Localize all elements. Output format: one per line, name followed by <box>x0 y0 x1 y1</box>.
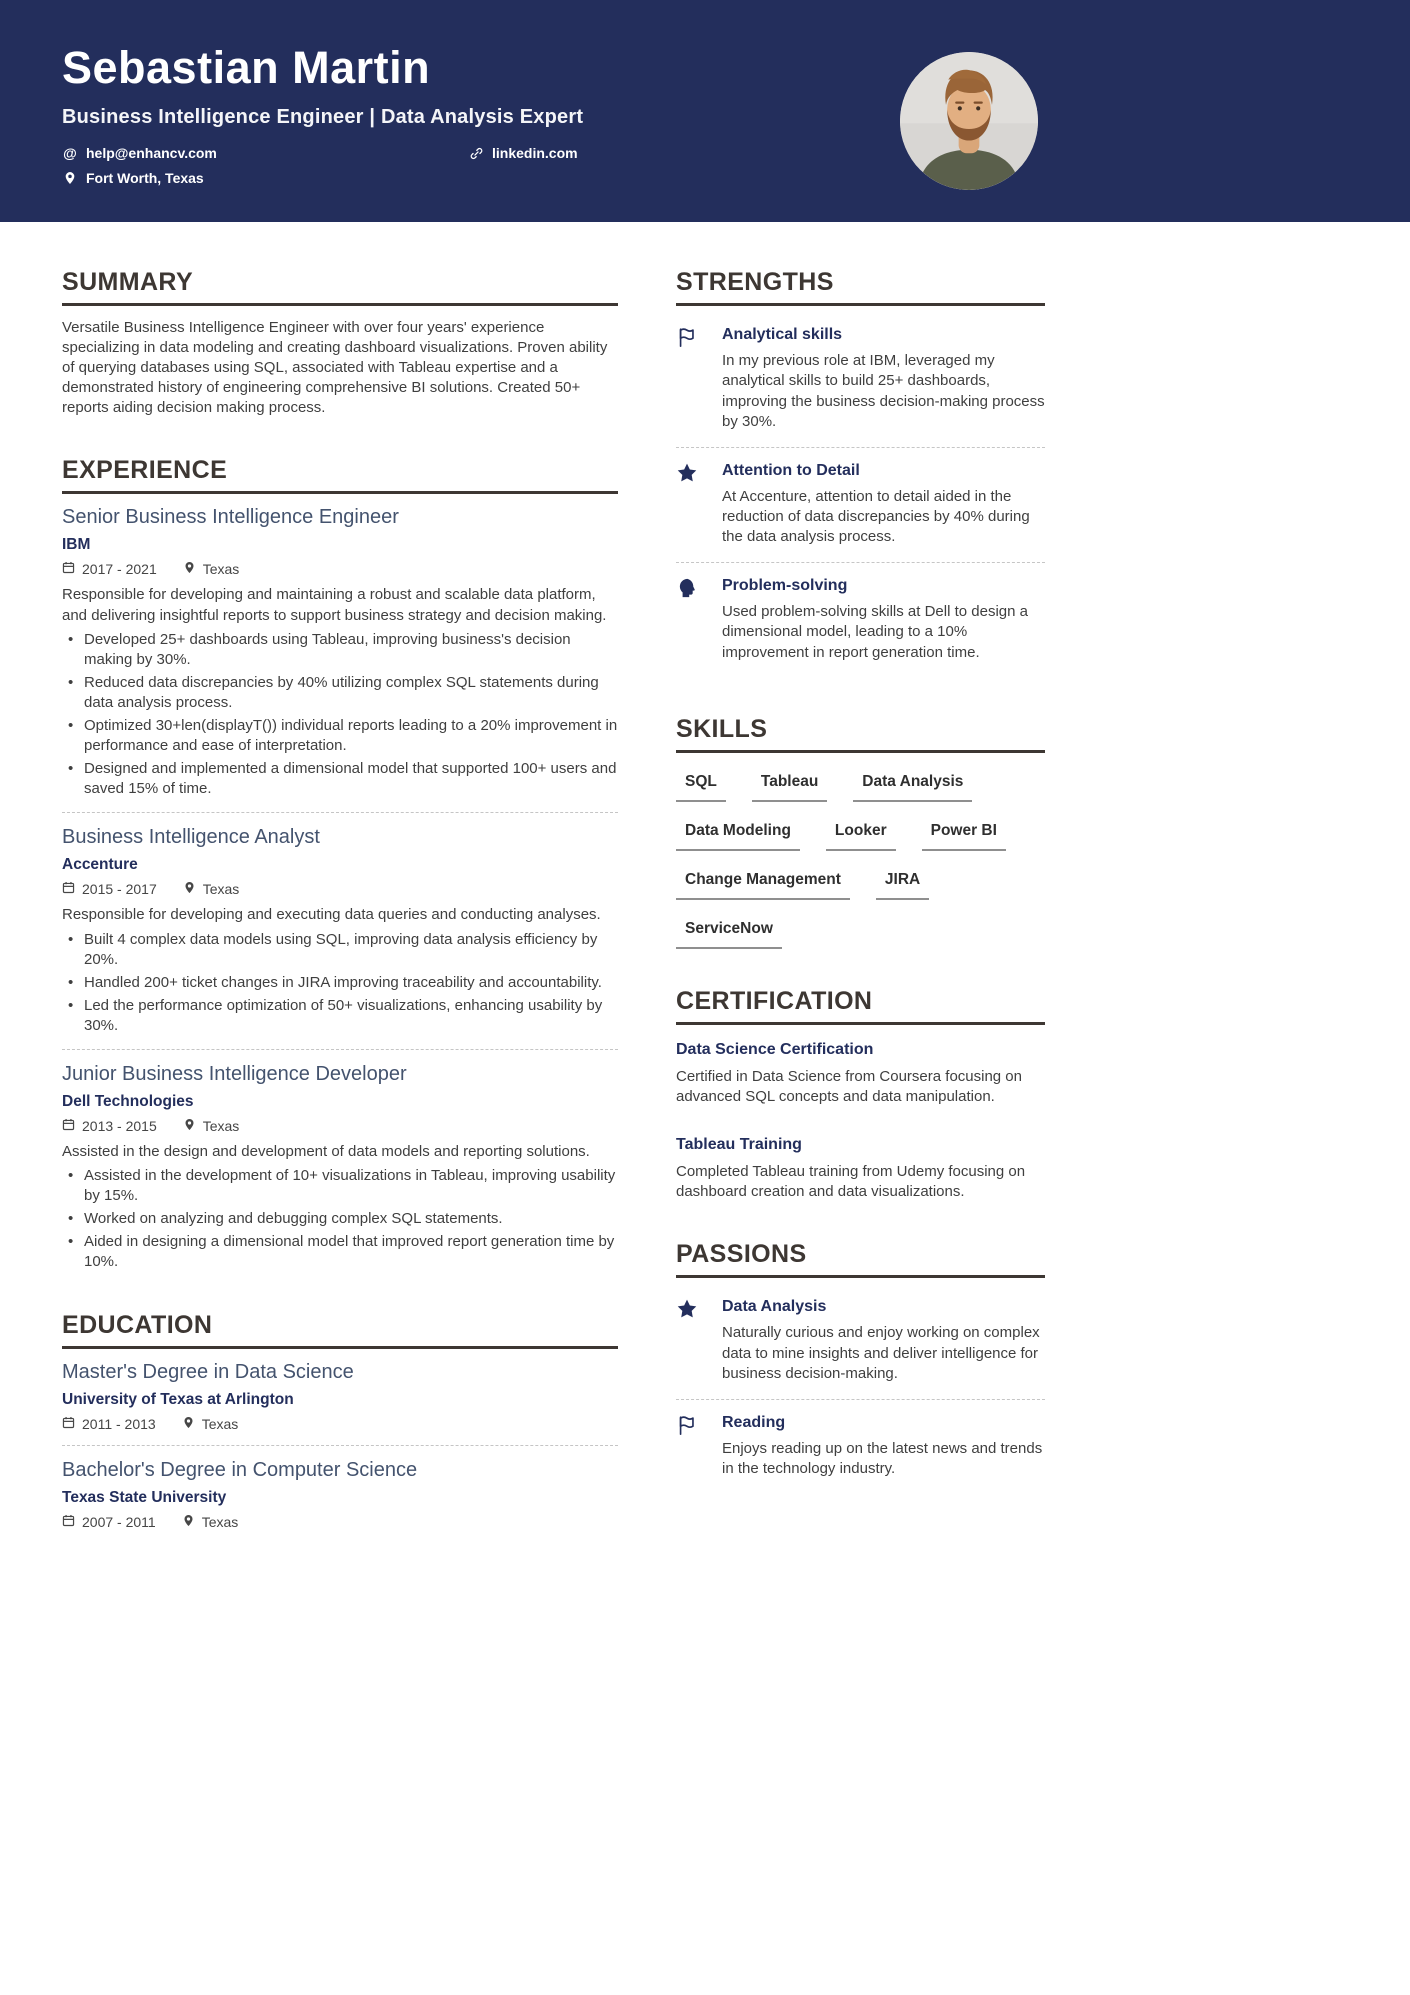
education-dates: 2011 - 2013 <box>62 1416 156 1432</box>
bullet-item: • Designed and implemented a dimensional model that supported 100+ users and saved 15% of time. <box>68 759 618 799</box>
strength-item <box>676 448 1045 563</box>
experience-section <box>62 456 618 1272</box>
left-column <box>62 268 618 1568</box>
skill-tag: Power BI <box>922 822 1006 851</box>
job-title: Business Intelligence Analyst <box>62 826 320 849</box>
job-bullets <box>62 630 618 800</box>
strength-title: Analytical skills <box>722 326 843 343</box>
passion-item <box>676 1290 1045 1399</box>
skill-tag: JIRA <box>876 871 929 900</box>
passions-heading: PASSIONS <box>676 1240 1045 1278</box>
job-description: Responsible for developing and executing data queries and conducting analyses. <box>62 906 601 924</box>
job-description: Responsible for developing and maintaining a robust and scalable data platform, and delivering insightful reports to support business strategy and decision making. <box>62 586 607 624</box>
job-entry <box>62 506 618 799</box>
school-name: Texas State University <box>62 1488 227 1506</box>
skill-tag: Looker <box>826 822 896 851</box>
education-dates: 2007 - 2011 <box>62 1514 156 1530</box>
job-dates: 2017 - 2021 <box>62 561 157 577</box>
location-pin-icon <box>182 1514 195 1530</box>
strength-text: In my previous role at IBM, leveraged my analytical skills to build 25+ dashboards, improving the business decision-making process by 30%. <box>722 352 1045 431</box>
skill-tag: Data Analysis <box>853 773 972 802</box>
job-dates: 2015 - 2017 <box>62 881 157 897</box>
bullet-item: • Led the performance optimization of 50+ visualizations, enhancing usability by 30%. <box>68 996 618 1036</box>
education-meta <box>62 1416 618 1432</box>
link-icon <box>468 145 484 161</box>
location-pin-icon <box>183 561 196 577</box>
certification-text: Completed Tableau training from Udemy focusing on dashboard creation and data visualizations. <box>676 1162 1026 1201</box>
certification-title: Tableau Training <box>676 1135 802 1153</box>
job-meta <box>62 881 618 897</box>
passion-text: Enjoys reading up on the latest news and trends in the technology industry. <box>722 1439 1043 1478</box>
linkedin-link[interactable] <box>468 145 578 161</box>
divider <box>62 1049 618 1050</box>
education-heading: EDUCATION <box>62 1311 618 1349</box>
location-pin-icon <box>183 1118 196 1134</box>
strength-item <box>676 318 1045 448</box>
bullet-item: • Aided in designing a dimensional model that improved report generation time by 10%. <box>68 1232 618 1272</box>
divider <box>62 1445 618 1446</box>
skill-tag: Data Modeling <box>676 822 800 851</box>
bullet-item: • Worked on analyzing and debugging complex SQL statements. <box>68 1209 618 1229</box>
bullet-item: • Reduced data discrepancies by 40% utilizing complex SQL statements during data analysis process. <box>68 673 618 713</box>
certification-section <box>676 987 1045 1203</box>
job-meta <box>62 561 618 577</box>
right-column <box>676 268 1045 1568</box>
calendar-icon <box>62 561 75 577</box>
at-icon: @ <box>63 145 77 161</box>
strengths-heading: STRENGTHS <box>676 268 1045 306</box>
header <box>0 0 1410 222</box>
passions-section <box>676 1240 1045 1493</box>
job-title: Senior Business Intelligence Engineer <box>62 506 399 529</box>
certification-heading: CERTIFICATION <box>676 987 1045 1025</box>
company-name: Accenture <box>62 856 138 874</box>
education-meta <box>62 1514 618 1530</box>
skill-tag: Change Management <box>676 871 850 900</box>
job-location: Texas <box>183 881 240 897</box>
education-location: Texas <box>182 1416 239 1432</box>
location-pin-icon <box>183 881 196 897</box>
company-name: Dell Technologies <box>62 1092 194 1110</box>
experience-heading: EXPERIENCE <box>62 456 618 494</box>
skill-tag: ServiceNow <box>676 920 782 949</box>
location-pin-icon <box>182 1416 195 1432</box>
calendar-icon <box>62 881 75 897</box>
divider <box>62 812 618 813</box>
email-text: help@enhancv.com <box>86 145 217 161</box>
bullet-item: • Assisted in the development of 10+ visualizations in Tableau, improving usability by 15%. <box>68 1166 618 1206</box>
flag-icon <box>676 1412 702 1480</box>
job-bullets <box>62 930 618 1036</box>
certification-item <box>676 1037 1045 1108</box>
location-text: Fort Worth, Texas <box>86 170 204 186</box>
skills-list <box>676 765 1045 949</box>
degree-title: Bachelor's Degree in Computer Science <box>62 1458 418 1481</box>
degree-title: Master's Degree in Data Science <box>62 1360 354 1383</box>
location-pin-icon <box>62 170 78 186</box>
passion-title: Reading <box>722 1413 786 1431</box>
strengths-section <box>676 268 1045 677</box>
education-section <box>62 1311 618 1530</box>
certification-text: Certified in Data Science from Coursera focusing on advanced SQL concepts and data manipulation. <box>676 1067 1022 1106</box>
job-bullets <box>62 1166 618 1272</box>
skill-tag: SQL <box>676 773 726 802</box>
skills-heading: SKILLS <box>676 715 1045 753</box>
job-entry <box>62 826 618 1036</box>
flag-icon <box>676 324 702 433</box>
company-name: IBM <box>62 536 91 554</box>
job-dates: 2013 - 2015 <box>62 1118 157 1134</box>
education-entry <box>62 1459 618 1530</box>
star-icon <box>676 1296 702 1384</box>
education-entry <box>62 1361 618 1432</box>
strength-text: At Accenture, attention to detail aided in the reduction of data discrepancies by 40% during the data analysis process. <box>722 487 1030 546</box>
bullet-item: • Handled 200+ ticket changes in JIRA improving traceability and accountability. <box>68 973 618 993</box>
star-icon <box>676 460 702 548</box>
calendar-icon <box>62 1416 75 1432</box>
calendar-icon <box>62 1514 75 1530</box>
head-icon <box>676 575 702 663</box>
job-headline: Business Intelligence Engineer | Data Analysis Expert <box>62 106 584 128</box>
bullet-item: • Optimized 30+len(displayT()) individual reports leading to a 20% improvement in performance and ease of interpretation. <box>68 716 618 756</box>
strength-text: Used problem-solving skills at Dell to design a dimensional model, leading to a 10% improvement in report generation time. <box>722 602 1028 661</box>
main-content <box>0 222 1410 1568</box>
strength-title: Problem-solving <box>722 576 848 594</box>
skill-tag: Tableau <box>752 773 827 802</box>
job-entry <box>62 1063 618 1273</box>
job-title: Junior Business Intelligence Developer <box>62 1062 407 1085</box>
skills-section <box>676 715 1045 949</box>
profile-photo <box>900 52 1038 190</box>
summary-text: Versatile Business Intelligence Engineer with over four years' experience specializing in data modeling and creating dashboard visualizations. Proven ability of querying databases using SQL, associated with Tableau expertise and a demonstrated history of engineering comprehensive BI solutions. Created 50+ reports aiding decision making process. <box>62 319 608 417</box>
summary-heading: SUMMARY <box>62 268 618 306</box>
certification-title: Data Science Certification <box>676 1040 874 1058</box>
person-name: Sebastian Martin <box>62 42 431 93</box>
strength-title: Attention to Detail <box>722 461 860 479</box>
bullet-item: • Developed 25+ dashboards using Tableau, improving business's decision making by 30%. <box>68 630 618 670</box>
job-description: Assisted in the design and development of data models and reporting solutions. <box>62 1142 590 1160</box>
summary-section <box>62 268 618 418</box>
passion-title: Data Analysis <box>722 1298 827 1316</box>
linkedin-text: linkedin.com <box>492 145 578 161</box>
strength-item <box>676 563 1045 677</box>
passion-text: Naturally curious and enjoy working on complex data to mine insights and deliver intelligence for business decision-making. <box>722 1324 1040 1383</box>
job-location: Texas <box>183 561 240 577</box>
location <box>62 170 204 186</box>
school-name: University of Texas at Arlington <box>62 1390 294 1408</box>
bullet-item: • Built 4 complex data models using SQL, improving data analysis efficiency by 20%. <box>68 930 618 970</box>
job-meta <box>62 1118 618 1134</box>
passion-item <box>676 1400 1045 1494</box>
calendar-icon <box>62 1118 75 1134</box>
contact-info <box>62 145 1410 186</box>
certification-item <box>676 1132 1045 1203</box>
education-location: Texas <box>182 1514 239 1530</box>
email-link[interactable] <box>62 145 468 161</box>
job-location: Texas <box>183 1118 240 1134</box>
